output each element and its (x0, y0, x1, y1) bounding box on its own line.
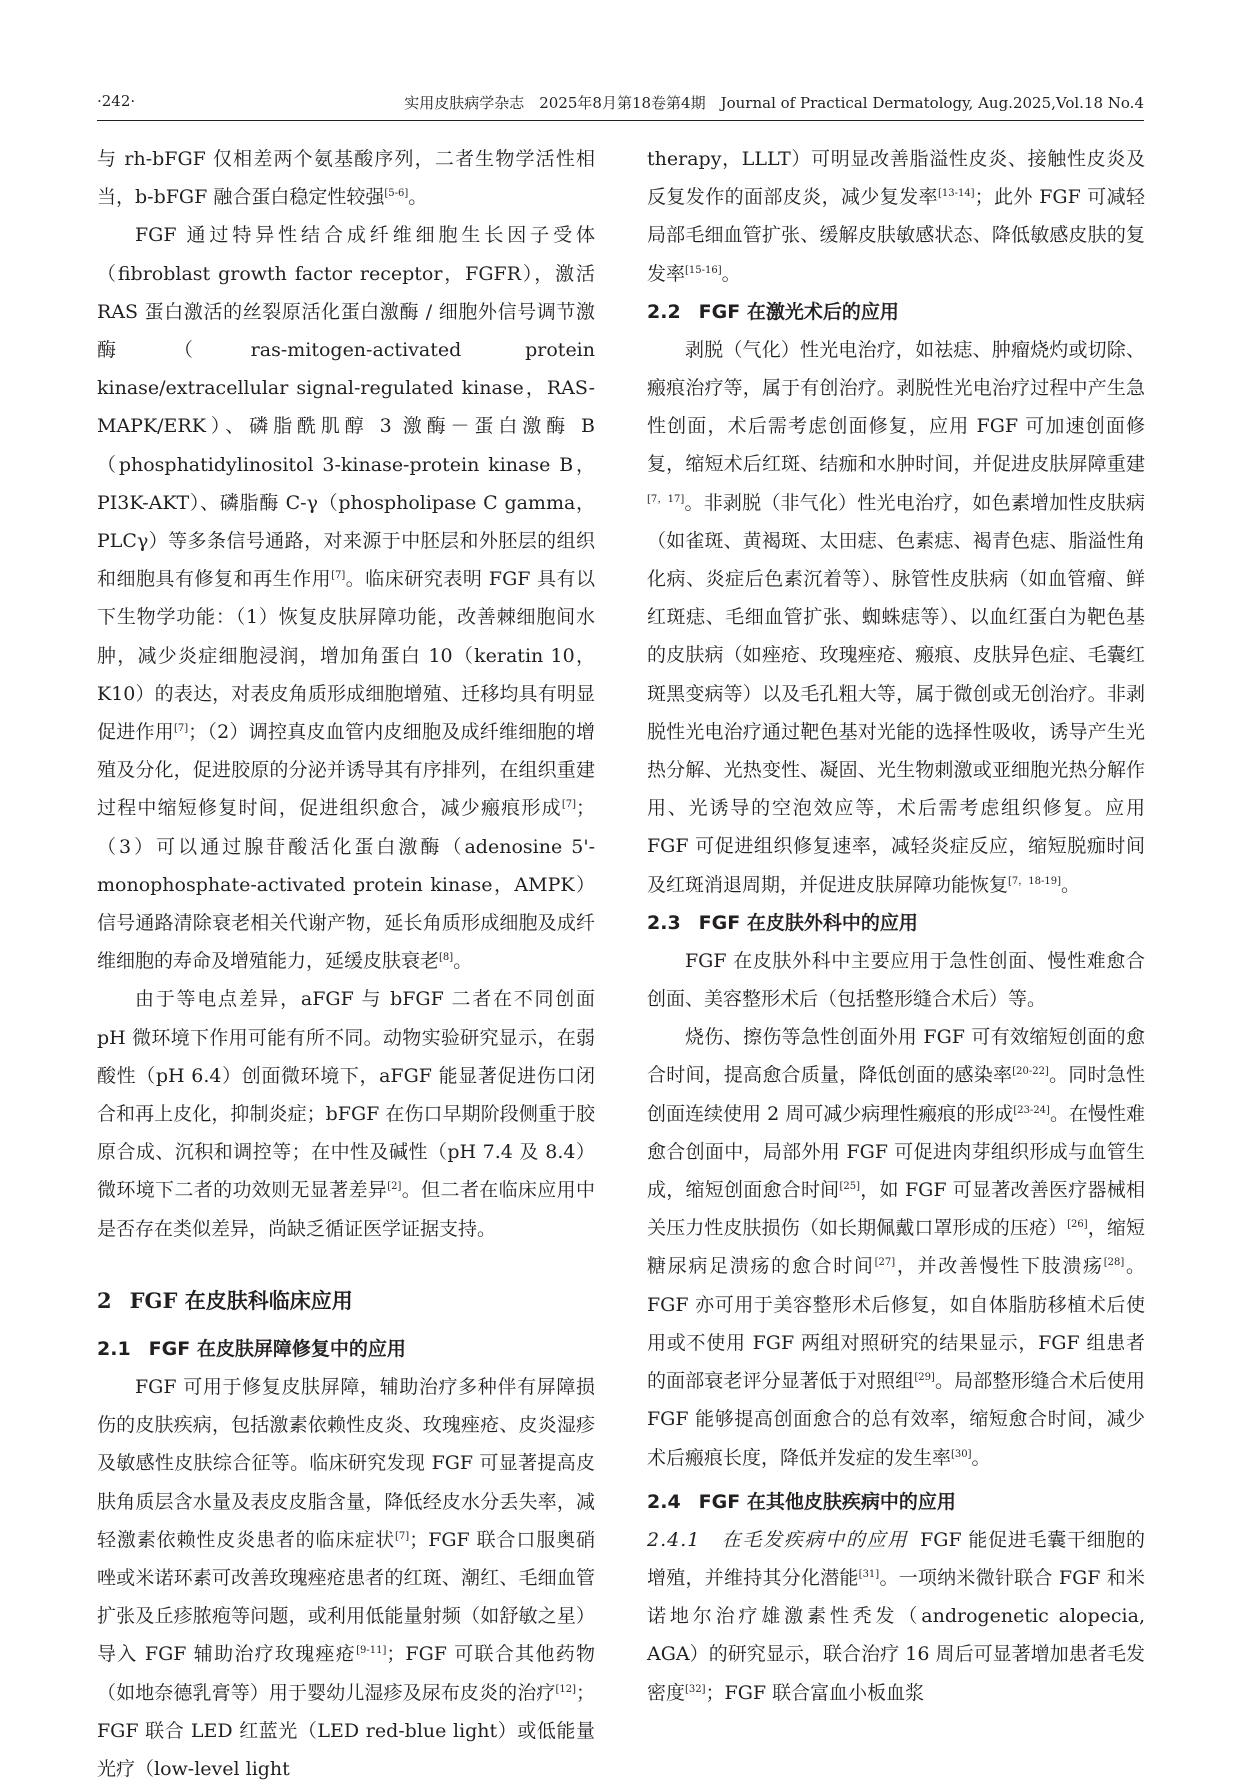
paragraph: therapy，LLLT）可明显改善脂溢性皮炎、接触性皮炎及反复发作的面部皮炎，减少复发率[13-14]；此外 FGF 可减轻局部毛细血管扩张、缓解皮肤敏感状态、降低敏感皮肤的复发率[15-16]。 (647, 148, 1145, 285)
citation: [7，18-19] (1008, 875, 1062, 887)
paragraph: 烧伤、擦伤等急性创面外用 FGF 可有效缩短创面的愈合时间，提高愈合质量，降低创面的感染率[20-22]。同时急性创面连续使用 2 周可减少病理性瘢痕的形成[23-24]。在慢性难愈合创面中，局部外用 FGF 可促进肉芽组织形成与血管生成，缩短创面愈合时间[25]，如 FGF 可显著改善医疗器械相关压力性皮肤损伤（如长期佩戴口罩形成的压疮）[26]，缩短糖尿病足溃疡的愈合时间[27]，并改善慢性下肢溃疡[28]。FGF 亦可用于美容整形术后修复，如自体脂肪移植术后使用或不使用 FGF 两组对照研究的结果显示，FGF 组患者的面部衰老评分显著低于对照组[29]。局部整形缝合术后使用 FGF 能够提高创面愈合的总有效率，缩短愈合时间，减少术后瘢痕长度，降低并发症的发生率[30]。 (647, 1026, 1145, 1469)
subsection-heading: 2.3 FGF 在皮肤外科中的应用 (647, 911, 918, 934)
paragraph: 剥脱（气化）性光电治疗，如祛痣、肿瘤烧灼或切除、瘢痕治疗等，属于有创治疗。剥脱性光电治疗过程中产生急性创面，术后需考虑创面修复，应用 FGF 可加速创面修复，缩短术后红斑、结痂和水肿时间，并促进皮肤屏障重建[7，17]。非剥脱（非气化）性光电治疗，如色素增加性皮肤病（如雀斑、黄褐斑、太田痣、色素痣、褐青色痣、脂溢性角化病、炎症后色素沉着等）、脉管性皮肤病（如血管瘤、鲜红斑痣、毛细血管扩张、蜘蛛痣等）、以血红蛋白为靶色基的皮肤病（如痤疮、玫瑰痤疮、瘢痕、皮肤异色症、毛囊红斑黑变病等）以及毛孔粗大等，属于微创或无创治疗。非剥脱性光电治疗通过靶色基对光能的选择性吸收，诱导产生光热分解、光热变性、凝固、光生物刺激或亚细胞光热分解作用、光诱导的空泡效应等，术后需考虑组织修复。应用 FGF 可促进组织修复速率，减轻炎症反应，缩短脱痂时间及红斑消退周期，并促进皮肤屏障功能恢复[7，18-19]。 (647, 338, 1146, 896)
citation: [5-6] (384, 188, 409, 200)
citation: [7] (174, 723, 189, 735)
citation: [15-16] (685, 264, 722, 276)
paragraph: FGF 在皮肤外科中主要应用于急性创面、慢性难愈合创面、美容整形术后（包括整形缝合术后）等。 (647, 949, 1145, 1011)
citation: [32] (685, 1683, 706, 1695)
citation: [9-11] (356, 1645, 387, 1657)
citation: [23-24] (1013, 1104, 1050, 1116)
citation: [8] (439, 952, 454, 964)
right-column (647, 140, 1145, 1712)
citation: [7] (331, 570, 346, 582)
paragraph: 2.4.1 在毛发疾病中的应用 FGF 能促进毛囊干细胞的增殖，并维持其分化潜能[31]。一项纳米微针联合 FGF 和米诺地尔治疗雄激素性秃发（androgenetic alopecia, AGA）的研究显示，联合治疗 16 周后可显著增加患者毛发密度[32]；FGF 联合富血小板血浆 (647, 1528, 1145, 1704)
citation: [13-14] (937, 188, 975, 200)
journal-info: 实用皮肤病学杂志 2025年8月第18卷第4期 Journal of Practical Dermatology, Aug.2025,Vol.18 No.4 (404, 94, 1144, 112)
subsubsection-label: 2.4.1 在毛发疾病中的应用 (647, 1528, 909, 1551)
citation: [2] (387, 1181, 402, 1193)
citation: [27] (874, 1257, 896, 1269)
citation: [30] (951, 1448, 972, 1460)
citation: [26] (1067, 1219, 1088, 1231)
citation: [28] (1103, 1257, 1125, 1269)
subsection-heading: 2.1 FGF 在皮肤屏障修复中的应用 (97, 1337, 406, 1360)
paragraph: FGF 通过特异性结合成纤维细胞生长因子受体（fibroblast growth factor receptor，FGFR），激活 RAS 蛋白激活的丝裂原活化蛋白激酶 / 细胞外信号调节激酶（ras-mitogen-activated protein kinase/extracellular signal-regulated kinase，RAS-MAPK/ERK）、磷脂酰肌醇 3 激酶－蛋白激酶 B（phosphatidylinositol 3-kinase-protein kinase B，PI3K-AKT）、磷脂酶 C-γ（phospholipase C gamma，PLCγ）等多条信号通路，对来源于中胚层和外胚层的组织和细胞具有修复和再生作用[7]。临床研究表明 FGF 具有以下生物学功能：（1）恢复皮肤屏障功能，改善棘细胞间水肿，减少炎症细胞浸润，增加角蛋白 10（keratin 10，K10）的表达，对表皮角质形成细胞增殖、迁移均具有明显促进作用[7]；（2）调控真皮血管内皮细胞及成纤维细胞的增殖及分化，促进胶原的分泌并诱导其有序排列，在组织重建过程中缩短修复时间，促进组织愈合，减少瘢痕形成[7]；（3）可以通过腺苷酸活化蛋白激酶（adenosine 5'- monophosphate-activated protein kinase，AMPK）信号通路清除衰老相关代谢产物，延长角质形成细胞及成纤维细胞的寿命及增殖能力，延缓皮肤衰老[8]。 (97, 224, 595, 973)
citation: [12] (555, 1683, 576, 1695)
paragraph: FGF 可用于修复皮肤屏障，辅助治疗多种伴有屏障损伤的皮肤疾病，包括激素依赖性皮炎、玫瑰痤疮、皮炎湿疹及敏感性皮肤综合征等。临床研究发现 FGF 可显著提高皮肤角质层含水量及表皮皮脂含量，降低经皮水分丢失率，减轻激素依赖性皮炎患者的临床症状[7]；FGF 联合口服奥硝唑或米诺环素可改善玫瑰痤疮患者的红斑、潮红、毛细血管扩张及丘疹脓疱等问题，或利用低能量射频（如舒敏之星）导入 FGF 辅助治疗玫瑰痤疮[9-11]；FGF 可联合其他药物（如地奈德乳膏等）用于婴幼儿湿疹及尿布皮炎的治疗[12]；FGF 联合 LED 红蓝光（LED red-blue light）或低能量光疗（low-level light (97, 1375, 596, 1780)
paragraph: 与 rh-bFGF 仅相差两个氨基酸序列，二者生物学活性相当，b-bFGF 融合蛋白稳定性较强[5-6]。 (97, 148, 595, 209)
citation: [25] (839, 1181, 860, 1193)
citation: [29] (914, 1372, 935, 1384)
running-header (97, 90, 1144, 121)
paragraph: 由于等电点差异，aFGF 与 bFGF 二者在不同创面 pH 微环境下作用可能有所不同。动物实验研究显示，在弱酸性（pH 6.4）创面微环境下，aFGF 能显著促进伤口闭合和再上皮化，抑制炎症；bFGF 在伤口早期阶段侧重于胶原合成、沉积和调控等；在中性及碱性（pH 7.4 及 8.4）微环境下二者的功效则无显著差异[2]。但二者在临床应用中是否存在类似差异，尚缺乏循证医学证据支持。 (97, 988, 595, 1240)
page-number: ·242· (97, 92, 136, 110)
citation: [7] (395, 1530, 410, 1542)
citation: [31] (858, 1568, 880, 1580)
subsection-heading: 2.4 FGF 在其他皮肤疾病中的应用 (647, 1490, 956, 1513)
citation: [7，17] (647, 493, 685, 505)
left-column (97, 140, 595, 1788)
citation: [20-22] (1012, 1066, 1049, 1078)
citation: [7] (561, 799, 576, 811)
section-heading: 2 FGF 在皮肤科临床应用 (97, 1287, 353, 1313)
subsection-heading: 2.2 FGF 在激光术后的应用 (647, 300, 899, 323)
